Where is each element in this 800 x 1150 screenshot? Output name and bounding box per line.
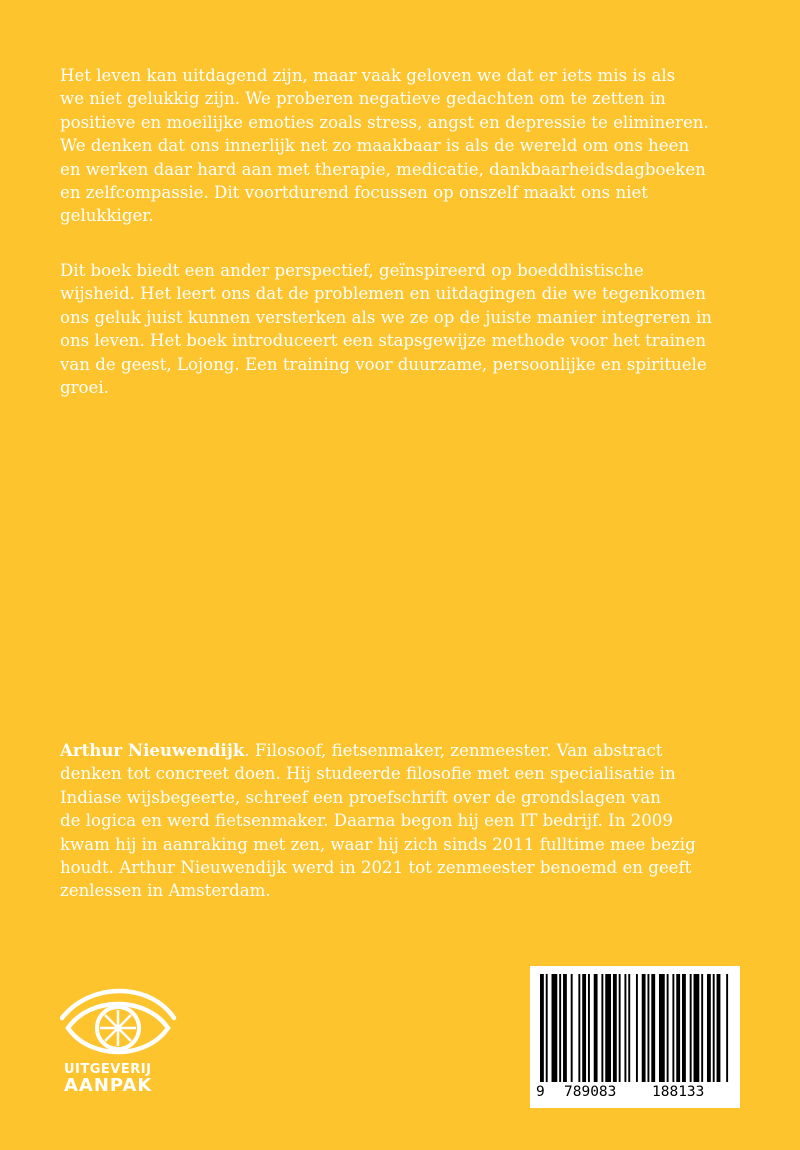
synopsis-paragraph-1 <box>60 64 750 228</box>
text-line: positieve en moeilijke emoties zoals stress, angst en depressie te elimineren. <box>60 112 709 132</box>
barcode-left-group: 789083 <box>564 1084 617 1100</box>
text-line: ons geluk juist kunnen versterken als we ze op de juiste manier integreren in <box>60 307 712 327</box>
barcode-digits <box>530 1084 740 1104</box>
barcode-right-group: 188133 <box>652 1084 705 1100</box>
barcode-icon <box>540 974 730 1086</box>
text-line: Dit boek biedt een ander perspectief, geïnspireerd op boeddhistische <box>60 261 644 280</box>
text-line: wijsheid. Het leert ons dat de problemen en uitdagingen die we tegenkomen <box>60 284 706 304</box>
text-line: zenlessen in Amsterdam. <box>60 881 271 901</box>
text-line: We denken dat ons innerlijk net zo maakbaar is als de wereld om ons heen <box>60 136 690 156</box>
text-line: houdt. Arthur Nieuwendijk werd in 2021 tot zenmeester benoemd en geeft <box>60 858 692 878</box>
text-line: groei. <box>60 378 109 398</box>
text-line: kwam hij in aanraking met zen, waar hij zich sinds 2011 fulltime mee bezig <box>60 834 696 854</box>
author-name: Arthur Nieuwendijk <box>60 740 245 760</box>
publisher-name-line1: UITGEVERIJ <box>64 1062 152 1077</box>
barcode-first-digit: 9 <box>536 1084 545 1100</box>
text-line: de logica en werd fietsenmaker. Daarna begon hij een IT bedrijf. In 2009 <box>60 811 673 831</box>
text-line: en werken daar hard aan met therapie, medicatie, dankbaarheidsdagboeken <box>60 159 706 179</box>
barcode <box>530 966 740 1108</box>
publisher-name-line2: AANPAK <box>64 1075 153 1096</box>
text-line <box>60 739 750 762</box>
synopsis-paragraph-2 <box>60 259 750 399</box>
bio-first-line-rest: . Filosoof, fietsenmaker, zenmeester. Van abstract <box>244 741 663 760</box>
text-line: Indiase wijsbegeerte, schreef een proefschrift over de grondslagen van <box>60 787 661 807</box>
text-line: en zelfcompassie. Dit voortdurend focussen op onszelf maakt ons niet <box>60 183 648 203</box>
text-line: we niet gelukkig zijn. We proberen negatieve gedachten om te zetten in <box>60 89 666 109</box>
text-line: denken tot concreet doen. Hij studeerde filosofie met een specialisatie in <box>60 764 676 784</box>
text-line: Het leven kan uitdagend zijn, maar vaak geloven we dat er iets mis is als <box>60 66 676 85</box>
text-line: ons leven. Het boek introduceert een stapsgewijze methode voor het trainen <box>60 331 707 351</box>
text-line: gelukkiger. <box>60 206 154 226</box>
author-bio-paragraph <box>60 739 750 903</box>
text-line: van de geest, Lojong. Een training voor duurzame, persoonlijke en spirituele <box>60 354 707 374</box>
